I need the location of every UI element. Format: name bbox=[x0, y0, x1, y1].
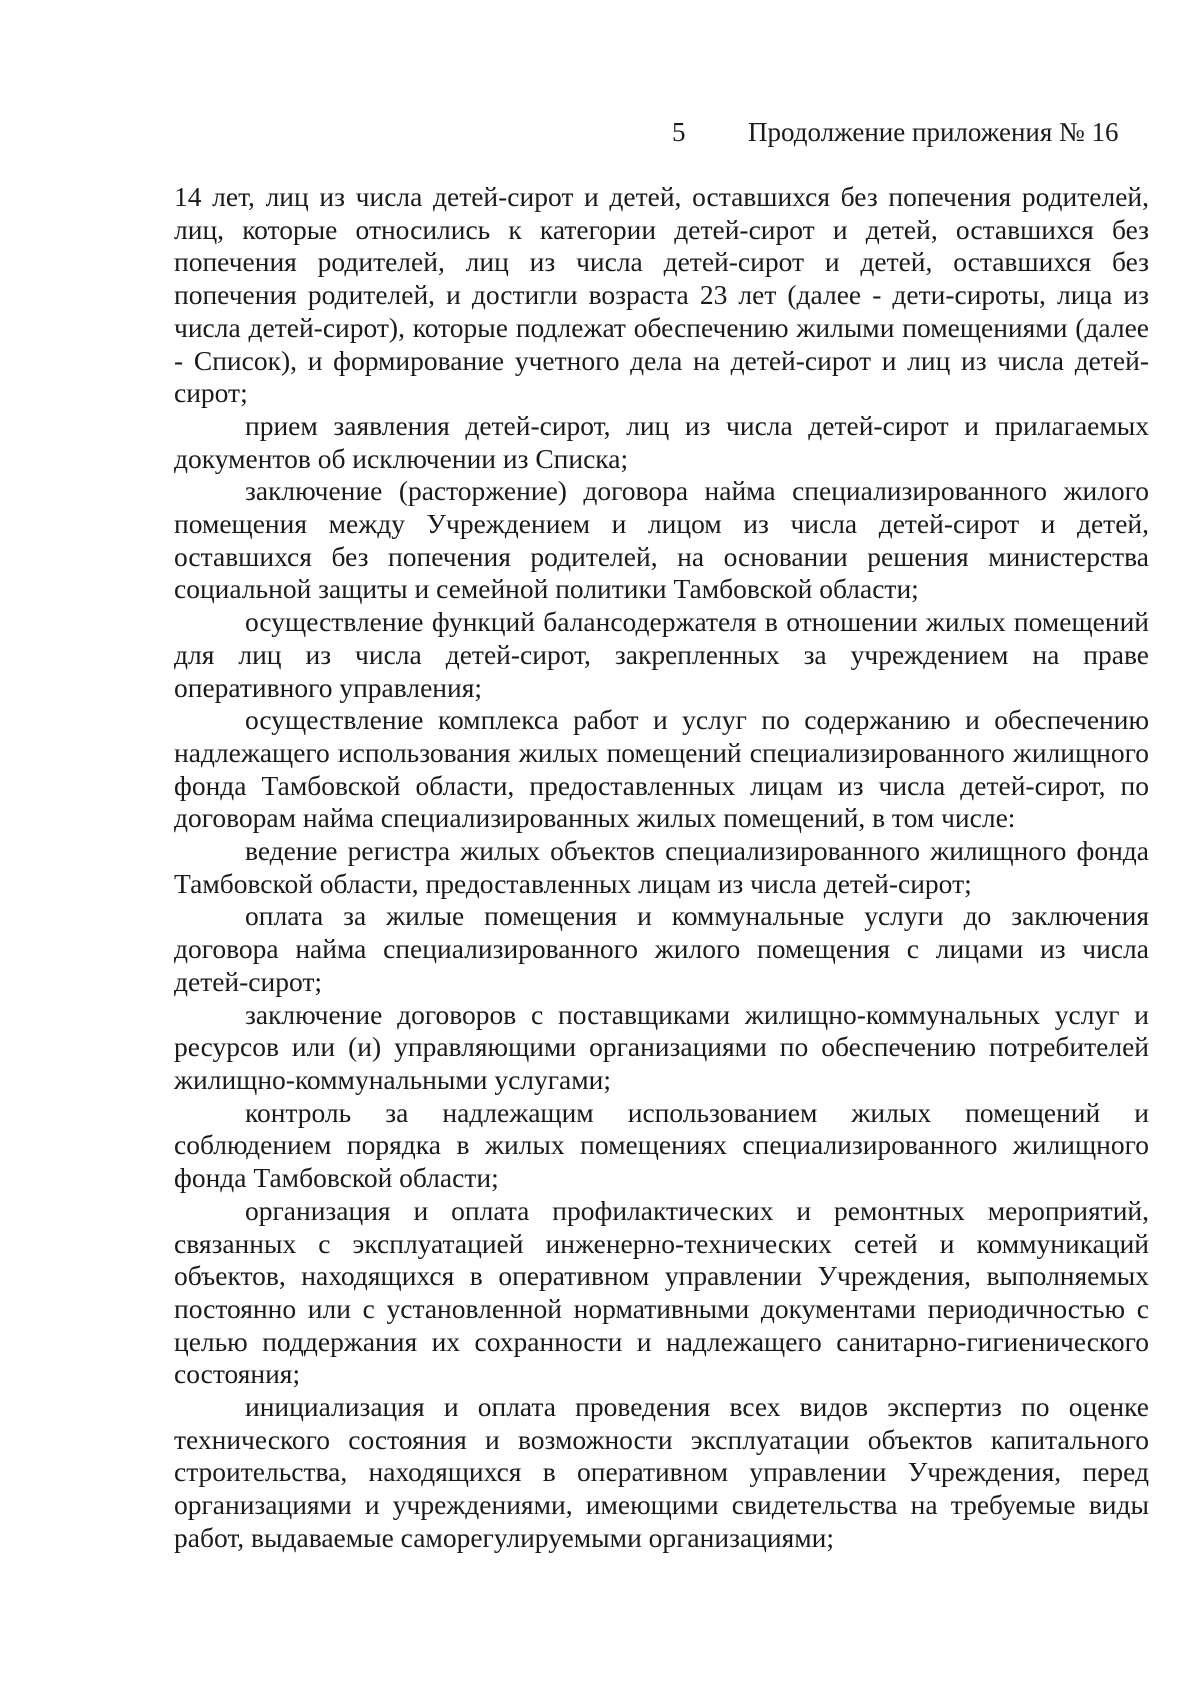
paragraph-1: 14 лет, лиц из числа детей-сирот и детей, оставшихся без попечения родителей, лиц, которые относились к категории детей-сирот и детей, оставшихся без попечения родителей, лиц из числа детей-сирот и детей, оставшихся без попечения родителей, и достигли возраста 23 лет (далее - дети-сироты, лица из числа детей-сирот), которые подлежат обеспечению жилыми помещениями (далее - Список), и формирование учетного дела на детей-сирот и лиц из числа детей-сирот; bbox=[174, 181, 1149, 409]
paragraph-11: инициализация и оплата проведения всех видов экспертиз по оценке технического состояния и возможности эксплуатации объектов капитального строительства, находящихся в оперативном управлении Учреждения, перед организациями и учреждениями, имеющими свидетельства на требуемые виды работ, выдаваемые саморегулируемыми организациями; bbox=[174, 1391, 1149, 1553]
paragraph-3: заключение (расторжение) договора найма специализированного жилого помещения между Учреждением и лицом из числа детей-сирот и детей, оставшихся без попечения родителей, на основании решения министерства социальной защиты и семейной политики Тамбовской области; bbox=[174, 475, 1149, 605]
page-number: 5 bbox=[672, 117, 686, 147]
document-body bbox=[174, 181, 1149, 1555]
appendix-continuation-title: Продолжение приложения № 16 bbox=[748, 117, 1119, 147]
paragraph-7: оплата за жилые помещения и коммунальные услуги до заключения договора найма специализированного жилого помещения с лицами из числа детей-сирот; bbox=[174, 900, 1149, 997]
paragraph-9: контроль за надлежащим использованием жилых помещений и соблюдением порядка в жилых помещениях специализированного жилищного фонда Тамбовской области; bbox=[174, 1096, 1149, 1194]
paragraph-2: прием заявления детей-сирот, лиц из числа детей-сирот и прилагаемых документов об исключении из Списка; bbox=[174, 409, 1149, 474]
page-header bbox=[0, 112, 1200, 152]
paragraph-6: ведение регистра жилых объектов специализированного жилищного фонда Тамбовской области, предоставленных лицам из числа детей-сирот; bbox=[174, 835, 1149, 899]
paragraph-4: осуществление функций балансодержателя в отношении жилых помещений для лиц из числа детей-сирот, закрепленных за учреждением на праве оперативного управления; bbox=[174, 606, 1149, 703]
paragraph-10: организация и оплата профилактических и ремонтных мероприятий, связанных с эксплуатацией инженерно-технических сетей и коммуникаций объектов, находящихся в оперативном управлении Учреждения, выполняемых постоянно или с установленной нормативными документами периодичностью с целью поддержания их сохранности и надлежащего санитарно-гигиенического состояния; bbox=[174, 1194, 1149, 1390]
paragraph-5: осуществление комплекса работ и услуг по содержанию и обеспечению надлежащего использования жилых помещений специализированного жилищного фонда Тамбовской области, предоставленных лицам из числа детей-сирот, по договорам найма специализированных жилых помещений, в том числе: bbox=[174, 704, 1149, 834]
paragraph-8: заключение договоров с поставщиками жилищно-коммунальных услуг и ресурсов или (и) управляющими организациями по обеспечению потребителей жилищно-коммунальными услугами; bbox=[174, 998, 1149, 1095]
